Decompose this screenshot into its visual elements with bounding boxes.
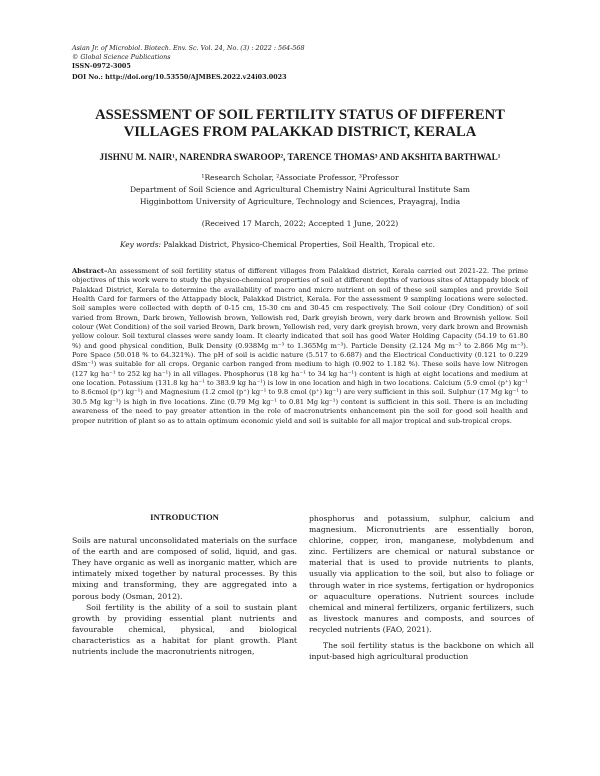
issn: ISSN-0972-3005 <box>72 62 131 70</box>
journal-citation: Asian Jr. of Microbiol. Biotech. Env. Sc. Vol. 24, No. (3) : 2022 : 564-568 <box>72 44 305 52</box>
title-line-1: ASSESSMENT OF SOIL FERTILITY STATUS OF DIFFERENT <box>95 107 505 123</box>
intro-paragraph-3: phosphorus and potassium, sulphur, calcium and magnesium. Micronutrients are essentially boron, chlorine, copper, iron, manganese, molybdenum and zinc. Fertilizers are chemical or natural substance or material that is used to provide nutrients to plants, usually via application to the soil, but also to foliage or through water in rice systems, fertigation or hydroponics or aquaculture operations. Nutrient sources include chemical and mineral fertilizers, organic fertilizers, such as livestock manures and composts, and sources of recycled nutrients (FAO, 2021). <box>309 514 534 634</box>
abstract-text: An assessment of soil fertility status of different villages from Palakkad district, Kerala carried out 2021-22. The prime objectives of this work were to study the physico-chemical properties of soil at different depths of various sites of Attappady block of Palakkad District, Kerala to determine the availability of macro and micro nutrient on soil of these soil samples and provide Soil Health Card for farmers of the Attappady block, Palakkad District, Kerala. For the assessment 9 sampling locations were selected. Soil samples were collected with depth of 0-15 cm, 15-30 cm and 30-45 cm respectively. The Soil colour (Dry Condition) of soil varied from Brown, Dark brown, Yellowish brown, Yellowish red, Dark greyish brown, very dark brown and Brownish yellow. Soil colour (Wet Condition) of the soil varied Brown, Dark brown, Yellowish red, very dark greyish brown, very dark brown and Brownish yellow colour. Soil textural classes were sandy loam. It clearly indicated that soil has good Water Holding Capacity (54.19 to 61.80 %) and good physical condition, Bulk Density (0.938Mg m⁻³ to 1.365Mg m⁻³). Particle Density (2.124 Mg m⁻³ to 2.866 Mg m⁻³). Pore Space (50.018 % to 64.321%). The pH of soil is acidic nature (5.517 to 6.687) and the Electrical Conductivity (0.121 to 0.229 dSm⁻¹) was suitable for all crops. Organic carbon ranged from medium to high (0.902 to 1.182 %). These soils have low Nitrogen (127 kg ha⁻¹ to 252 kg ha⁻¹) in all villages. Phosphorus (18 kg ha⁻¹ to 34 kg ha⁻¹) content is high at eight locations and medium at one location. Potassium (131.8 kg ha⁻¹ to 383.9 kg ha⁻¹) is low in one location and high in two locations. Calcium (5.9 cmol (p⁺) kg⁻¹ to 8.6cmol (p⁺) kg⁻¹) and Magnesium (1.2 cmol (p⁺) kg⁻¹ to 9.8 cmol (p⁺) kg⁻¹) are very sufficient in this soil. Sulphur (17 Mg kg⁻¹ to 30.5 Mg kg⁻¹) is high in five locations. Zinc (0.79 Mg kg⁻¹ to 0.81 Mg kg⁻¹) content is sufficient in this soil. There is an including awareness of the need to pay greater attention in the role of macronutrients enhancement pin the soil for good soil health and proper nutrition of plant so as to attain optimum economic yield and soil is suitable for all major tropical and sub-tropical crops. <box>72 267 528 425</box>
abstract-label: Abstract– <box>72 267 108 275</box>
authors: JISHNU M. NAIR¹, NARENDRA SWAROOP², TARENCE THOMAS³ AND AKSHITA BARTHWAL¹ <box>99 152 501 162</box>
keywords <box>120 240 540 249</box>
affiliation-univ: Higginbottom University of Agriculture, Technology and Sciences, Prayagraj, India <box>139 197 461 206</box>
doi-label: DOI No.: <box>72 73 103 81</box>
doi-link[interactable]: http://doi.org/10.53550/AJMBES.2022.v24i03.0023 <box>105 73 287 81</box>
intro-paragraph-4: The soil fertility status is the backbone on which all input-based high agricultural production <box>309 641 534 662</box>
doi-line <box>72 73 287 82</box>
affiliation-dept: Department of Soil Science and Agricultural Chemistry Naini Agricultural Institute Sam <box>129 185 471 194</box>
abstract <box>72 267 528 426</box>
keywords-text: Palakkad District, Physico-Chemical Properties, Soil Health, Tropical etc. <box>163 240 435 249</box>
intro-paragraph-1: Soils are natural unconsolidated materials on the surface of the earth and are composed of solid, liquid, and gas. They have organic as well as inorganic matter, which are intimately mixed together by natural processes. By this mixing and transforming, they are aggregated into a porous body (Osman, 2012). <box>72 536 297 601</box>
copyright: © Global Science Publications <box>72 53 171 61</box>
received-dates: (Received 17 March, 2022; Accepted 1 June, 2022) <box>201 219 399 228</box>
intro-paragraph-2: Soil fertility is the ability of a soil to sustain plant growth by providing essential plant nutrients and favourable chemical, physical, and biological characteristics as a habitat for plant growth. Plant nutrients include the macronutrients nitrogen, <box>72 602 297 657</box>
right-column <box>309 513 534 662</box>
paper-title <box>60 107 540 141</box>
affiliation-roles: ¹Research Scholar, ²Associate Professor, ³Professor <box>201 173 399 182</box>
title-line-2: VILLAGES FROM PALAKKAD DISTRICT, KERALA <box>123 124 477 140</box>
left-column <box>72 512 297 657</box>
keywords-label: Key words: <box>120 240 162 249</box>
introduction-heading: INTRODUCTION <box>150 512 219 522</box>
